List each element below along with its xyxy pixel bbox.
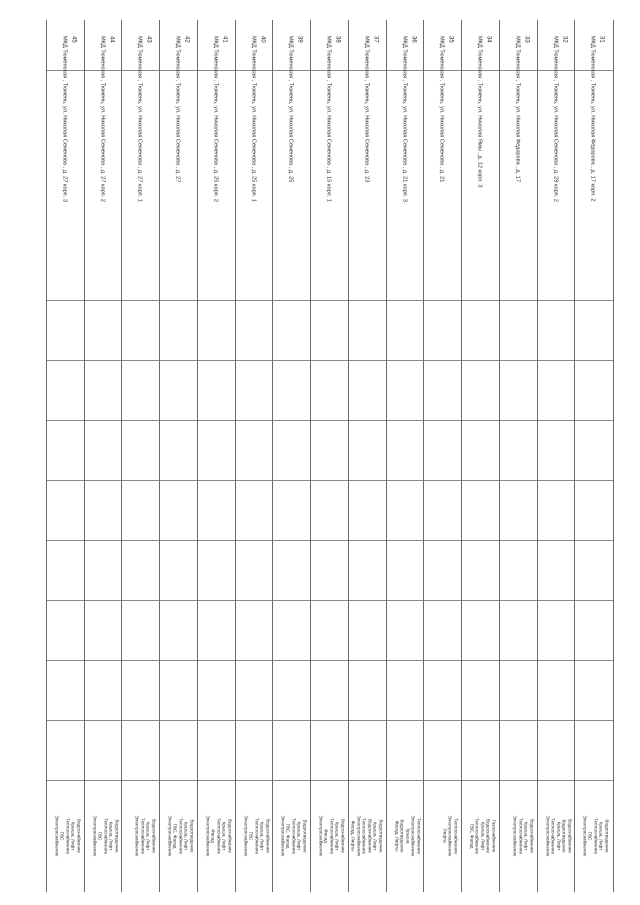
cell-divider	[575, 660, 613, 661]
services-cell: Водоснабжение Крыша, Лифт Теплоснабжение ГВС Электроснабжение	[243, 815, 271, 857]
address-cell: МКД Тюменская , Тюмень, ул. Николая Семенова , д. 21	[439, 36, 446, 183]
services-cell: Водоснабжение Крыша, Лифт Теплоснабжение Фасад Электроснабжение	[318, 815, 346, 857]
cell-divider	[311, 780, 349, 781]
cell-divider	[349, 660, 387, 661]
cell-divider	[198, 600, 236, 601]
cell-divider	[500, 300, 538, 301]
row-number: 42	[183, 36, 190, 43]
cell-divider	[198, 720, 236, 721]
row-number: 39	[297, 36, 304, 43]
cell-divider	[273, 540, 311, 541]
cell-divider	[198, 780, 236, 781]
cell-divider	[349, 480, 387, 481]
address-cell: МКД Тюменская , Тюмень, ул. Николая Семенова , д. 29 корп. 2	[552, 36, 559, 202]
services-cell: Водоснабжение Водоотведение Крыша, Лифт Теплоснабжение Электроснабжение	[544, 815, 573, 857]
cell-divider	[198, 360, 236, 361]
address-cell: МКД Тюменская , Тюмень, ул. Николая Семенова , д. 25 корп. 1	[250, 36, 257, 202]
cell-divider	[198, 420, 236, 421]
cell-divider	[311, 600, 349, 601]
cell-divider	[311, 360, 349, 361]
cell-divider	[122, 720, 160, 721]
cell-divider	[538, 600, 576, 601]
cell-divider	[273, 600, 311, 601]
services-cell: Теплоснабжение Электроснабжение Лифты	[442, 815, 460, 857]
cell-divider	[311, 300, 349, 301]
cell-divider	[349, 420, 387, 421]
cell-divider	[47, 780, 85, 781]
cell-divider	[47, 540, 85, 541]
cell-divider	[538, 360, 576, 361]
row-number: 31	[598, 36, 605, 43]
cell-divider	[349, 300, 387, 301]
cell-divider	[387, 360, 425, 361]
cell-divider	[424, 360, 462, 361]
cell-divider	[462, 660, 500, 661]
cell-divider	[85, 300, 123, 301]
row-number: 36	[410, 36, 417, 43]
cell-divider	[160, 540, 198, 541]
cell-divider	[85, 600, 123, 601]
cell-divider	[236, 660, 274, 661]
address-cell: МКД Тюменская , Тюмень, ул. Николая Семенова , д. 27 корп. 1	[137, 36, 144, 202]
cell-divider	[424, 300, 462, 301]
cell-divider	[122, 660, 160, 661]
cell-divider	[85, 660, 123, 661]
cell-divider	[47, 360, 85, 361]
table-row	[537, 20, 576, 892]
cell-divider	[349, 360, 387, 361]
cell-divider	[387, 540, 425, 541]
cell-divider	[273, 360, 311, 361]
cell-divider	[236, 420, 274, 421]
cell-divider	[538, 720, 576, 721]
table-row	[235, 20, 274, 892]
cell-divider	[575, 780, 613, 781]
cell-divider	[349, 720, 387, 721]
cell-divider	[85, 420, 123, 421]
cell-divider	[500, 420, 538, 421]
row-number: 35	[448, 36, 455, 43]
cell-divider	[462, 300, 500, 301]
services-cell: Водоотведение Крыша, Лифт Теплоснабжение ГВС Электроснабжение	[92, 815, 120, 857]
cell-divider	[160, 420, 198, 421]
address-cell: МКД Тюменская , Тюмень, ул. Николая Федорова , д. 17 корп. 2	[589, 36, 596, 202]
cell-divider	[387, 720, 425, 721]
cell-divider	[462, 360, 500, 361]
cell-divider	[387, 660, 425, 661]
cell-divider	[349, 600, 387, 601]
cell-divider	[122, 360, 160, 361]
cell-divider	[311, 720, 349, 721]
cell-divider	[462, 600, 500, 601]
cell-divider	[500, 780, 538, 781]
cell-divider	[236, 300, 274, 301]
cell-divider	[236, 600, 274, 601]
table-row	[197, 20, 236, 892]
row-number: 34	[485, 36, 492, 43]
cell-divider	[122, 480, 160, 481]
cell-divider	[160, 480, 198, 481]
table-row	[386, 20, 425, 892]
cell-divider	[122, 300, 160, 301]
cell-divider	[575, 420, 613, 421]
services-cell: Водоотведение Крыша, Лифт Теплоснабжение ГВС, Фасад Электроснабжение	[167, 815, 195, 857]
address-cell: МКД Тюменская , Тюмень, ул. Николая Ямы , д. 12 корп. 3	[476, 36, 483, 188]
cell-divider	[85, 540, 123, 541]
cell-divider	[47, 480, 85, 481]
cell-divider	[160, 600, 198, 601]
services-cell: Водоснабжение Крыша, Лифт Теплоснабжение ГВС Электроснабжение	[54, 815, 82, 857]
cell-divider	[198, 300, 236, 301]
row-number: 40	[259, 36, 266, 43]
services-cell: Теплоснабжение Электроснабжение Крыша Водоотведение Фасад, Лифты	[393, 815, 422, 857]
address-cell: МКД Тюменская , Тюмень, ул. Николая Семенова , д. 23	[363, 36, 370, 183]
cell-divider	[85, 480, 123, 481]
cell-divider	[349, 780, 387, 781]
cell-divider	[160, 720, 198, 721]
row-number: 41	[221, 36, 228, 43]
cell-divider	[462, 540, 500, 541]
cell-divider	[575, 600, 613, 601]
cell-divider	[122, 420, 160, 421]
cell-divider	[387, 600, 425, 601]
cell-divider	[311, 660, 349, 661]
row-number: 37	[372, 36, 379, 43]
cell-divider	[462, 420, 500, 421]
cell-divider	[160, 660, 198, 661]
cell-divider	[236, 720, 274, 721]
cell-divider	[387, 420, 425, 421]
cell-divider	[122, 600, 160, 601]
cell-divider	[273, 780, 311, 781]
cell-divider	[160, 360, 198, 361]
cell-divider	[462, 780, 500, 781]
cell-divider	[538, 540, 576, 541]
row-number: 43	[146, 36, 153, 43]
cell-divider	[424, 480, 462, 481]
cell-divider	[311, 420, 349, 421]
cell-divider	[160, 780, 198, 781]
table-row	[84, 20, 123, 892]
services-cell: Водоотведение Крыша, Лифт Теплоснабжение ГВС, Фасад Электроснабжение	[280, 815, 309, 857]
cell-divider	[311, 480, 349, 481]
cell-divider	[387, 480, 425, 481]
address-cell: МКД Тюменская , Тюмень, ул. Николая Семенова , д. 25 корп. 2	[212, 36, 219, 202]
cell-divider	[47, 300, 85, 301]
cell-divider	[236, 480, 274, 481]
cell-divider	[424, 720, 462, 721]
cell-divider	[387, 300, 425, 301]
cell-divider	[575, 360, 613, 361]
cell-divider	[273, 720, 311, 721]
cell-divider	[273, 420, 311, 421]
cell-divider	[462, 720, 500, 721]
table-row	[499, 20, 538, 892]
table-row	[461, 20, 500, 892]
services-cell: Газоснабжение Водоснабжение Крыша, Лифт Теплоснабжение ГВС, Фасад	[469, 817, 497, 855]
cell-divider	[538, 300, 576, 301]
cell-divider	[273, 300, 311, 301]
cell-divider	[349, 540, 387, 541]
cell-divider	[424, 600, 462, 601]
cell-divider	[424, 660, 462, 661]
cell-divider	[575, 720, 613, 721]
row-number: 38	[334, 36, 341, 43]
cell-divider	[47, 420, 85, 421]
table-row	[121, 20, 160, 892]
cell-divider	[575, 480, 613, 481]
cell-divider	[424, 420, 462, 421]
cell-divider	[538, 480, 576, 481]
cell-divider	[575, 540, 613, 541]
cell-divider	[160, 300, 198, 301]
services-cell: Водоснабжение Крыша, Лифт Теплоснабжение Фасад Электроснабжение	[205, 815, 233, 857]
table-row	[46, 20, 85, 892]
services-cell: Водоотведение Крыша, Лифт Теплоснабжение ГВС Электроснабжение	[582, 815, 610, 857]
cell-divider	[85, 360, 123, 361]
cell-divider	[424, 540, 462, 541]
address-cell: МКД Тюменская , Тюмень, ул. Николая Семенова , д. 27	[174, 36, 181, 183]
cell-divider	[85, 720, 123, 721]
cell-divider	[236, 360, 274, 361]
address-cell: МКД Тюменская , Тюмень, ул. Николая Семенова , д. 27 корп. 3	[61, 36, 68, 202]
cell-divider	[85, 780, 123, 781]
address-cell: МКД Тюменская , Тюмень, ул. Николая Федорова , д. 17	[514, 36, 521, 182]
cell-divider	[273, 480, 311, 481]
address-cell: МКД Тюменская , Тюмень, ул. Николая Семенова , д. 25	[288, 36, 295, 183]
address-cell: МКД Тюменская , Тюмень, ул. Николая Семенова , д. 21 корп. 3	[401, 36, 408, 202]
cell-divider	[500, 360, 538, 361]
table-row	[272, 20, 311, 892]
cell-divider	[500, 660, 538, 661]
row-number: 33	[523, 36, 530, 43]
services-cell: Водоснабжение Крыша, Лифт Теплоснабжение Электроснабжение	[135, 815, 158, 857]
table-row	[423, 20, 462, 892]
cell-divider	[462, 480, 500, 481]
row-number: 44	[108, 36, 115, 43]
cell-divider	[500, 540, 538, 541]
cell-divider	[500, 600, 538, 601]
cell-divider	[122, 540, 160, 541]
cell-divider	[311, 540, 349, 541]
cell-divider	[500, 720, 538, 721]
services-cell: Водоснабжение Крыша, Лифт Теплоснабжение Электроснабжение	[512, 815, 535, 857]
cell-divider	[538, 780, 576, 781]
row-number: 32	[561, 36, 568, 43]
cell-divider	[122, 780, 160, 781]
cell-divider	[273, 660, 311, 661]
cell-divider	[538, 420, 576, 421]
services-cell: Водоотведение Крыша, Лифт Водоснабжение Теплоснабжение Электроснабжение Фасад, Лифты	[350, 815, 384, 857]
cell-divider	[198, 480, 236, 481]
cell-divider	[575, 300, 613, 301]
table-row	[348, 20, 387, 892]
row-number: 45	[70, 36, 77, 43]
cell-divider	[198, 660, 236, 661]
cell-divider	[236, 540, 274, 541]
cell-divider	[500, 480, 538, 481]
table-row	[574, 20, 614, 892]
cell-divider	[538, 660, 576, 661]
cell-divider	[424, 780, 462, 781]
table-row	[159, 20, 198, 892]
cell-divider	[47, 600, 85, 601]
cell-divider	[387, 780, 425, 781]
cell-divider	[47, 660, 85, 661]
address-cell: МКД Тюменская , Тюмень, ул. Николая Семенова , д. 27 корп. 2	[99, 36, 106, 202]
cell-divider	[47, 720, 85, 721]
cell-divider	[198, 540, 236, 541]
table-row	[310, 20, 349, 892]
address-cell: МКД Тюменская , Тюмень, ул. Николая Семенова , д. 15 корп. 1	[325, 36, 332, 202]
cell-divider	[236, 780, 274, 781]
